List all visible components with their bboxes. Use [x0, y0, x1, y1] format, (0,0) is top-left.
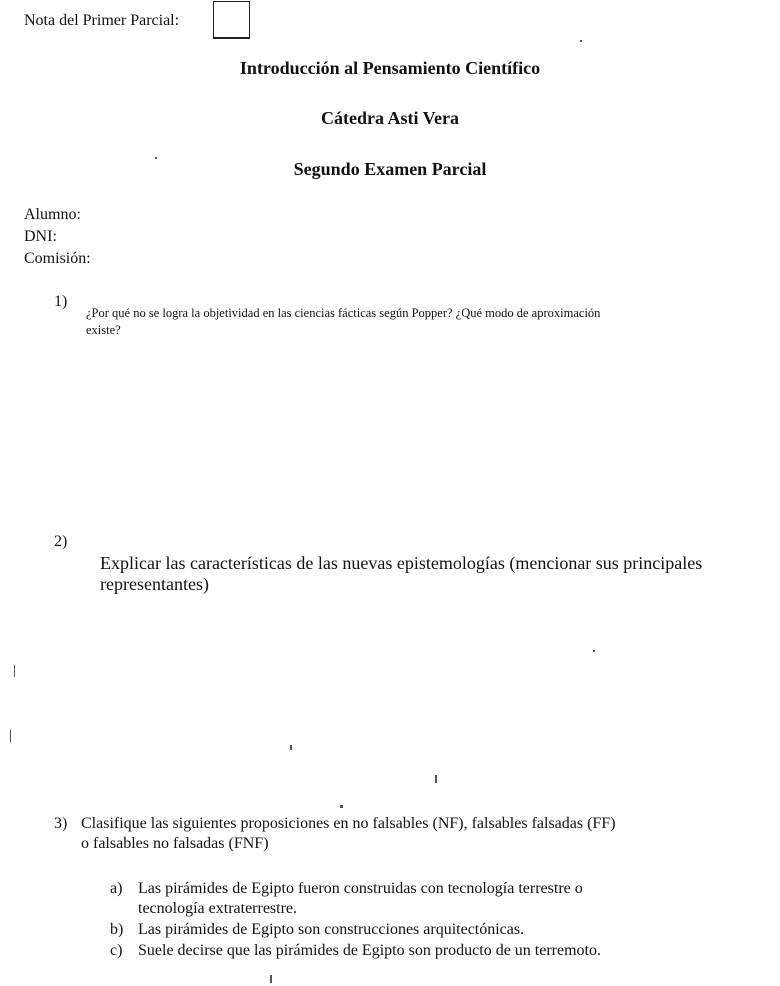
- chair-title: Cátedra Asti Vera: [321, 108, 459, 128]
- grade-box[interactable]: [213, 1, 250, 39]
- scan-speck: [14, 665, 15, 677]
- scan-speck: [580, 40, 582, 42]
- item-text: Las pirámides de Egipto fueron construidas con tecnología terrestre o: [138, 880, 583, 897]
- commission-field: Comisión:: [24, 250, 91, 267]
- question-number: 2): [54, 533, 68, 550]
- exam-title: Segundo Examen Parcial: [293, 159, 487, 179]
- scan-speck: [270, 975, 272, 983]
- scan-speck: [290, 745, 292, 750]
- scan-speck: [155, 157, 157, 159]
- course-title: Introducción al Pensamiento Científico: [239, 58, 541, 78]
- question-text: o falsables no falsadas (FNF): [81, 835, 269, 852]
- question-number: 1): [54, 293, 68, 310]
- question-text: existe?: [86, 323, 121, 337]
- question-text: Explicar las características de las nuevas epistemologías (mencionar sus principales: [100, 553, 703, 573]
- item-text: Las pirámides de Egipto son construcciones arquitectónicas.: [138, 921, 525, 938]
- scan-speck: [340, 805, 343, 808]
- grade-label: Nota del Primer Parcial:: [24, 12, 180, 29]
- question-text: ¿Por qué no se logra la objetividad en las ciencias fácticas según Popper? ¿Qué modo de aproximación: [86, 306, 601, 320]
- item-letter: b): [110, 921, 124, 938]
- scan-speck: [10, 730, 11, 742]
- scan-speck: [593, 650, 595, 652]
- question-text: representantes): [100, 574, 209, 594]
- item-letter: c): [110, 942, 123, 959]
- question-number: 3): [54, 815, 68, 832]
- item-text: tecnología extraterrestre.: [138, 900, 298, 917]
- student-field: Alumno:: [24, 206, 81, 223]
- item-letter: a): [110, 880, 123, 897]
- scan-speck: [435, 775, 437, 783]
- item-text: Suele decirse que las pirámides de Egipto son producto de un terremoto.: [138, 942, 601, 959]
- question-text: Clasifique las siguientes proposiciones en no falsables (NF), falsables falsadas (FF): [81, 815, 616, 832]
- dni-field: DNI:: [24, 228, 57, 245]
